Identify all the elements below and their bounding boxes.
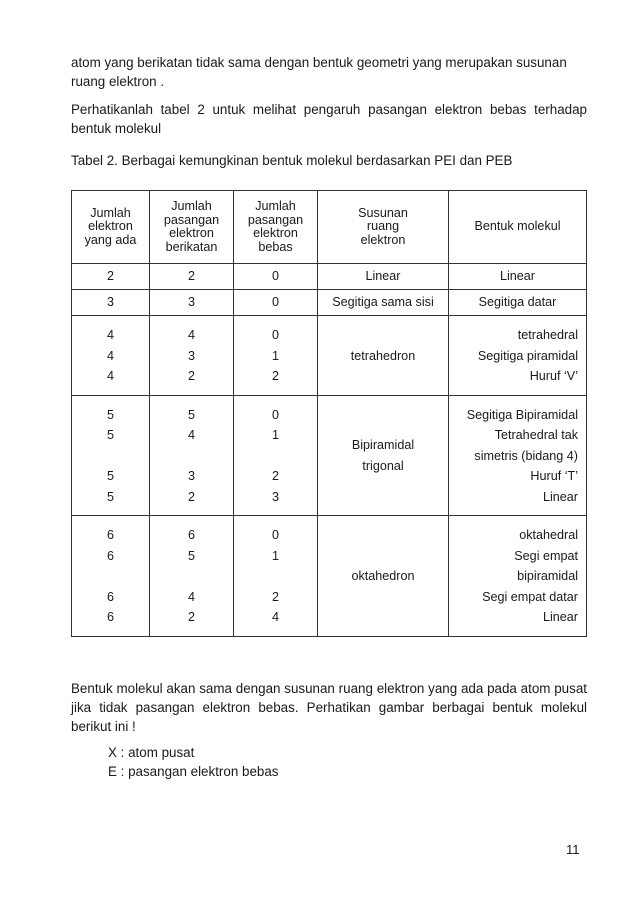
cell-geometry xyxy=(318,395,449,516)
cell-line: Segitiga piramidal xyxy=(477,348,578,363)
header-line: elektron xyxy=(253,226,298,240)
note-paragraph: Perhatikanlah tabel 2 untuk melihat pengaruh pasangan elektron bebas terhadap bentuk molekul xyxy=(71,102,587,136)
cell-total xyxy=(72,264,150,290)
cell-line: Tetrahedral tak xyxy=(494,428,578,442)
cell-line: 4 xyxy=(271,610,279,624)
cell-line: tetrahedral xyxy=(517,328,578,342)
cell-line xyxy=(154,446,229,467)
cell-free xyxy=(234,316,318,396)
cell-bonded xyxy=(150,316,234,396)
cell-line: 0 xyxy=(271,328,279,342)
cell-line: simetris (bidang 4) xyxy=(474,448,578,463)
cell-line: 2 xyxy=(271,369,279,383)
intro-line-2: ruang elektron . xyxy=(71,74,165,89)
cell-shape xyxy=(449,395,587,516)
cell-line: 2 xyxy=(187,489,195,504)
cell-line: 0 xyxy=(271,528,279,542)
cell-line: bipiramidal xyxy=(517,569,578,583)
header-line: Bentuk molekul xyxy=(474,219,561,234)
cell-line: Huruf ‘V’ xyxy=(529,369,578,383)
cell-bonded xyxy=(150,264,234,290)
header-line: Jumlah xyxy=(90,205,131,220)
header-cell-3 xyxy=(318,191,449,264)
cell-line: 0 xyxy=(271,269,279,283)
cell-shape xyxy=(449,264,587,290)
cell-line: 3 xyxy=(187,295,195,309)
cell-line: 6 xyxy=(187,528,195,542)
cell-line: Segi empat xyxy=(514,548,578,563)
cell-line: 0 xyxy=(271,295,279,309)
cell-line: Linear xyxy=(499,269,535,283)
cell-line: Huruf ‘T’ xyxy=(530,469,578,483)
table-row-group xyxy=(72,395,587,516)
header-line: Susunan xyxy=(358,205,408,220)
cell-line: 5 xyxy=(106,489,114,504)
cell-total xyxy=(72,395,150,516)
cell-line: 6 xyxy=(106,610,114,624)
header-line: berikatan xyxy=(165,239,218,254)
cell-line: oktahedron xyxy=(351,569,415,583)
cell-bonded xyxy=(150,395,234,516)
cell-line: 3 xyxy=(106,295,114,309)
cell-line: 2 xyxy=(187,369,195,383)
cell-line: oktahedral xyxy=(519,528,578,542)
cell-shape xyxy=(449,290,587,316)
cell-shape xyxy=(449,516,587,637)
cell-line: 3 xyxy=(187,469,195,483)
cell-line: 4 xyxy=(106,369,114,383)
cell-line: Linear xyxy=(542,610,578,624)
header-line: Jumlah xyxy=(255,199,296,213)
conclusion-paragraph: Bentuk molekul akan sama dengan susunan ruang elektron yang ada pada atom pusat jika tidak pasangan elektron bebas. Perhatikan gambar berbagai bentuk molekul berikut ini ! xyxy=(71,681,587,734)
intro-line-1: atom yang berikatan tidak sama dengan bentuk geometri yang merupakan susunan xyxy=(71,55,567,70)
cell-total xyxy=(72,290,150,316)
table-row-group xyxy=(72,316,587,396)
cell-line: 1 xyxy=(271,428,279,442)
cell-free xyxy=(234,264,318,290)
cell-free xyxy=(234,395,318,516)
table-caption: Tabel 2. Berbagai kemungkinan bentuk molekul berdasarkan PEI dan PEB xyxy=(71,153,513,168)
cell-geometry xyxy=(318,290,449,316)
cell-line: 2 xyxy=(187,610,195,624)
cell-line: Segitiga datar xyxy=(478,295,557,309)
cell-line: 5 xyxy=(187,548,195,563)
cell-line xyxy=(76,566,145,587)
header-line: yang ada xyxy=(84,232,137,247)
cell-total xyxy=(72,316,150,396)
cell-line: 5 xyxy=(106,407,114,422)
cell-line: 5 xyxy=(106,469,114,483)
header-cell-2 xyxy=(234,191,318,264)
cell-line: Segi empat datar xyxy=(482,589,578,604)
cell-line: Bipiramidal xyxy=(351,438,415,453)
cell-line: 2 xyxy=(271,469,279,483)
cell-line: 5 xyxy=(106,428,114,442)
intro-paragraph xyxy=(71,53,587,91)
cell-line: 5 xyxy=(187,407,195,422)
header-line: elektron xyxy=(169,226,214,240)
cell-line xyxy=(238,446,313,467)
legend-x: X : atom pusat xyxy=(108,745,195,760)
cell-line xyxy=(238,566,313,587)
cell-line: Linear xyxy=(542,489,578,504)
cell-line: 4 xyxy=(187,589,195,604)
cell-line: Segitiga Bipiramidal xyxy=(466,407,578,422)
cell-geometry xyxy=(318,516,449,637)
legend-e: E : pasangan elektron bebas xyxy=(108,764,279,779)
header-cell-1 xyxy=(150,191,234,264)
header-line: elektron xyxy=(360,232,406,247)
cell-line: trigonal xyxy=(362,458,404,473)
cell-line: Linear xyxy=(365,269,401,283)
cell-line: 4 xyxy=(187,328,195,342)
page-number: 11 xyxy=(566,842,580,857)
cell-line: 2 xyxy=(271,589,279,604)
cell-bonded xyxy=(150,516,234,637)
cell-free xyxy=(234,290,318,316)
cell-line xyxy=(154,566,229,587)
cell-shape xyxy=(449,316,587,396)
header-line: Jumlah xyxy=(171,199,212,213)
table-row-group xyxy=(72,290,587,316)
cell-line xyxy=(76,446,145,467)
cell-line: 0 xyxy=(271,407,279,422)
cell-line: 1 xyxy=(271,548,279,563)
header-line: ruang xyxy=(366,219,400,234)
cell-line: 4 xyxy=(106,328,114,342)
cell-line: 2 xyxy=(106,269,114,283)
cell-line: 3 xyxy=(271,489,279,504)
cell-line: 6 xyxy=(106,528,114,542)
header-line: pasangan xyxy=(247,212,304,227)
cell-line: 6 xyxy=(106,589,114,604)
table-header-row xyxy=(72,191,587,264)
cell-line: 4 xyxy=(187,428,195,442)
cell-line: 3 xyxy=(187,348,195,363)
cell-line: 6 xyxy=(106,548,114,563)
cell-line: 4 xyxy=(106,348,114,363)
header-line: pasangan xyxy=(163,212,220,227)
header-cell-4 xyxy=(449,191,587,264)
cell-line: 1 xyxy=(271,348,279,363)
cell-line: Segitiga sama sisi xyxy=(332,295,434,309)
header-cell-0 xyxy=(72,191,150,264)
header-line: elektron xyxy=(88,219,133,234)
molecule-shape-table xyxy=(71,190,587,637)
cell-line: tetrahedron xyxy=(350,348,416,363)
header-line: bebas xyxy=(258,239,293,254)
table-row-group xyxy=(72,516,587,637)
cell-geometry xyxy=(318,264,449,290)
cell-free xyxy=(234,516,318,637)
table-row-group xyxy=(72,264,587,290)
cell-bonded xyxy=(150,290,234,316)
cell-geometry xyxy=(318,316,449,396)
cell-line: 2 xyxy=(187,269,195,283)
cell-total xyxy=(72,516,150,637)
